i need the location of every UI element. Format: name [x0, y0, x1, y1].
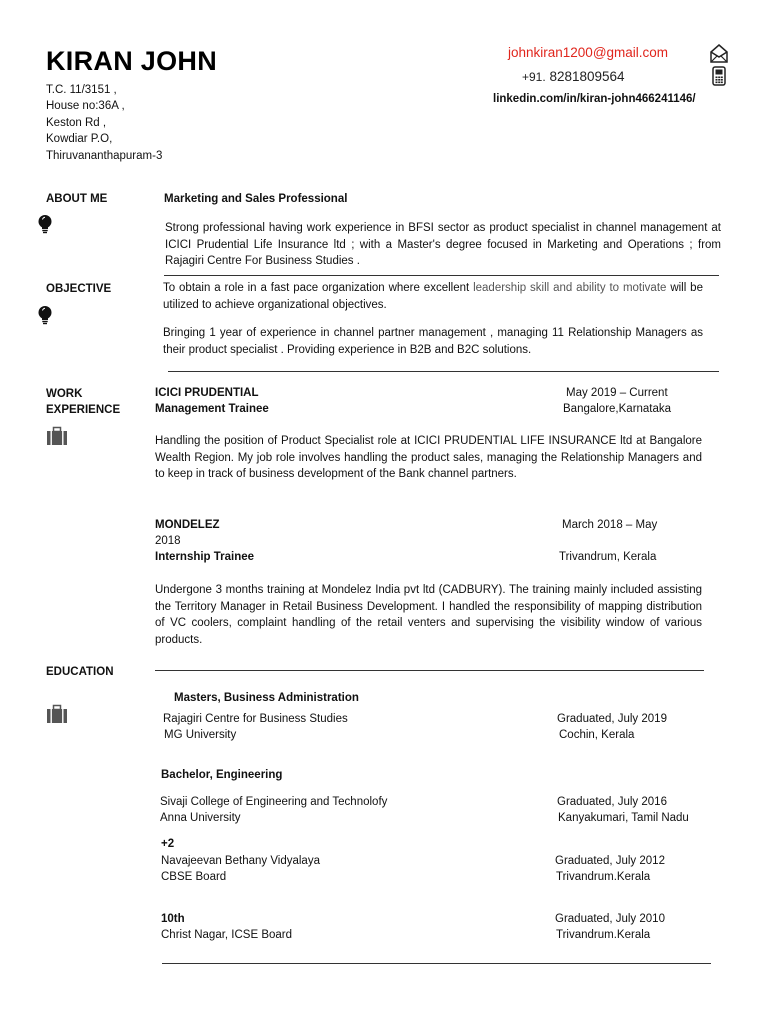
lightbulb-icon — [36, 214, 54, 234]
phone-country-code: +91. — [522, 70, 546, 84]
edu-degree: 10th — [161, 913, 185, 925]
edu-location: Trivandrum.Kerala — [556, 871, 651, 883]
work-heading-line: WORK — [46, 388, 83, 400]
about-heading: ABOUT ME — [46, 193, 108, 205]
address-line: House no:36A , — [46, 100, 125, 113]
section-divider — [164, 275, 719, 276]
edu-graduated: Graduated, July 2010 — [555, 913, 665, 925]
phone-digits: 8281809564 — [549, 69, 625, 84]
edu-location: Kanyakumari, Tamil Nadu — [558, 812, 689, 824]
edu-school: Sivaji College of Engineering and Technolofy — [160, 796, 388, 808]
edu-university: Anna University — [160, 812, 241, 824]
address-block — [46, 82, 162, 164]
phone-number — [522, 69, 625, 84]
briefcase-icon — [46, 704, 68, 724]
edu-board: CBSE Board — [161, 871, 227, 883]
job-role: Management Trainee — [155, 403, 269, 415]
edu-degree: Bachelor, Engineering — [161, 769, 283, 781]
job-dates: March 2018 – May — [562, 519, 658, 531]
address-line: Keston Rd , — [46, 116, 107, 129]
objective-text: To obtain a role in a fast pace organization where excellent — [163, 282, 474, 294]
edu-location: Cochin, Kerala — [559, 729, 635, 741]
lightbulb-icon — [36, 305, 54, 325]
about-summary: Strong professional having work experience in BFSI sector as product specialist in channel management at ICICI Prudential Life Insurance ltd ; with a Master's degree focused in Marketing and Operations ; from Rajagiri Centre For Business Studies . — [165, 222, 721, 267]
edu-degree: Masters, Business Administration — [174, 692, 359, 704]
edu-university: MG University — [164, 729, 237, 741]
edu-graduated: Graduated, July 2019 — [557, 713, 667, 725]
mobile-phone-icon — [709, 66, 729, 86]
candidate-name: KIRAN JOHN — [46, 46, 218, 76]
education-heading: EDUCATION — [46, 666, 114, 678]
objective-heading: OBJECTIVE — [46, 283, 112, 295]
job-role: Internship Trainee — [155, 551, 255, 563]
edu-graduated: Graduated, July 2016 — [557, 796, 667, 808]
briefcase-icon — [46, 426, 68, 446]
edu-school: Navajeevan Bethany Vidyalaya — [161, 855, 320, 867]
about-title: Marketing and Sales Professional — [164, 193, 348, 205]
objective-highlight: leadership skill and ability to motivate — [473, 282, 667, 294]
linkedin-link[interactable]: linkedin.com/in/kiran-john466241146/ — [493, 93, 696, 105]
section-divider — [155, 670, 704, 671]
envelope-icon — [709, 44, 729, 64]
objective-statement — [163, 280, 703, 313]
job-company: MONDELEZ — [155, 519, 220, 531]
work-heading — [46, 386, 120, 418]
job-location: Trivandrum, Kerala — [559, 551, 657, 563]
job-dates: May 2019 – Current — [566, 387, 668, 399]
edu-school: Christ Nagar, ICSE Board — [161, 929, 293, 941]
section-divider — [162, 963, 711, 964]
job-description: Undergone 3 months training at Mondelez India pvt ltd (CADBURY). The training mainly included assisting the Territory Manager in Retail Business Development. I handled the responsibility of mapping distribution of VC coolers, complaint handling of the retail venters and supervising the visibility window of various products. — [155, 584, 702, 646]
job-description: Handling the position of Product Specialist role at ICICI PRUDENTIAL LIFE INSURANCE ltd at Bangalore Wealth Region. My job role involves handling the product sales, managing the Relationship Managers and to keep in track of business development of the Bank channel partners. — [155, 435, 702, 480]
job-company: ICICI PRUDENTIAL — [155, 387, 259, 399]
section-divider — [168, 371, 719, 372]
objective-text: will be utilized to achieve organizational objectives. — [163, 282, 703, 311]
edu-school: Rajagiri Centre for Business Studies — [163, 713, 348, 725]
job-dates-continued: 2018 — [155, 535, 181, 547]
edu-location: Trivandrum.Kerala — [556, 929, 651, 941]
edu-degree: +2 — [161, 838, 175, 850]
work-heading-line: EXPERIENCE — [46, 404, 121, 416]
address-line: T.C. 11/3151 , — [46, 84, 117, 96]
edu-graduated: Graduated, July 2012 — [555, 855, 665, 867]
address-line: Thiruvananthapuram-3 — [46, 149, 163, 162]
job-location: Bangalore,Karnataka — [563, 403, 672, 415]
objective-experience: Bringing 1 year of experience in channel partner management , managing 11 Relationship Managers as their product specialist . Providing experience in B2B and B2C solutions. — [163, 327, 703, 356]
address-line: Kowdiar P.O, — [46, 133, 113, 146]
email-link[interactable]: johnkiran1200@gmail.com — [508, 45, 669, 60]
